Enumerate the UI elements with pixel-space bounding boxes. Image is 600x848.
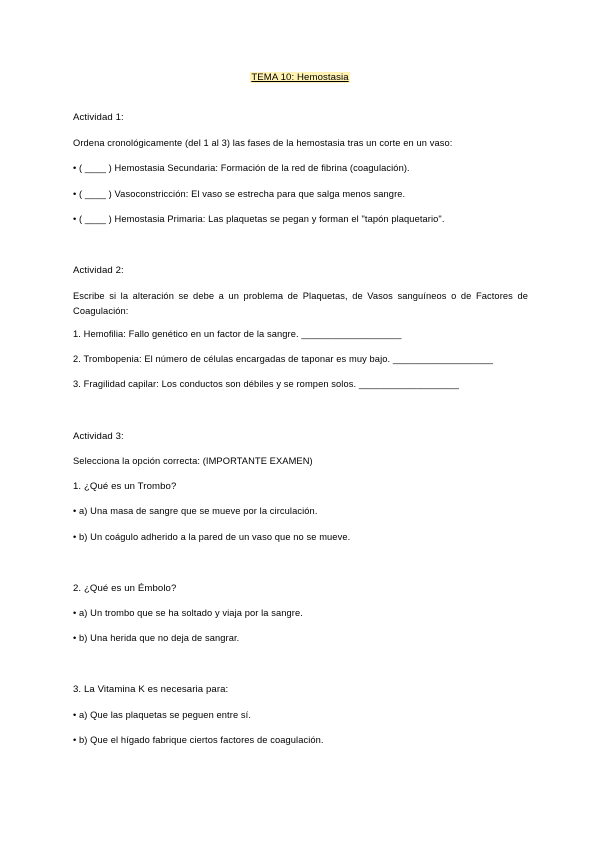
activity-2-item: 1. Hemofilia: Fallo genético en un factor de la sangre. ___________________ [73,329,402,339]
activity-1-item: • ( ____ ) Vasoconstricción: El vaso se estrecha para que salga menos sangre. [73,189,406,199]
activity-2-item: 2. Trombopenia: El número de células encargadas de taponar es muy bajo. ___________________ [73,354,494,364]
activity-2-instruction: Escribe si la alteración se debe a un problema de Plaquetas, de Vasos sanguíneos o de Factores de Coagulación: [73,291,528,316]
document-title [0,72,600,83]
question-3-option-a: • a) Que las plaquetas se peguen entre sí. [73,710,252,720]
question-3: 3. La Vitamina K es necesaria para: [73,684,229,695]
question-2: 2. ¿Qué es un Émbolo? [73,583,177,594]
question-1-option-b: • b) Un coágulo adherido a la pared de un vaso que no se mueve. [73,532,351,542]
activity-2-heading: Actividad 2: [73,265,124,276]
activity-1-item: • ( ____ ) Hemostasia Secundaria: Formación de la red de fibrina (coagulación). [73,163,410,173]
activity-3-instruction: Selecciona la opción correcta: (IMPORTANTE EXAMEN) [73,456,313,466]
question-1: 1. ¿Qué es un Trombo? [73,481,177,492]
activity-1-instruction: Ordena cronológicamente (del 1 al 3) las fases de la hemostasia tras un corte en un vaso: [73,138,453,148]
activity-1-item: • ( ____ ) Hemostasia Primaria: Las plaquetas se pegan y forman el "tapón plaquetario". [73,214,445,224]
question-2-option-b: • b) Una herida que no deja de sangrar. [73,633,240,643]
activity-3-heading: Actividad 3: [73,431,124,442]
activity-1-heading: Actividad 1: [73,112,124,123]
document-title-text: TEMA 10: Hemostasia [251,72,349,83]
question-1-option-a: • a) Una masa de sangre que se mueve por la circulación. [73,506,318,516]
activity-2-item: 3. Fragilidad capilar: Los conductos son débiles y se rompen solos. ___________________ [73,379,459,389]
question-3-option-b: • b) Que el hígado fabrique ciertos factores de coagulación. [73,735,324,745]
question-2-option-a: • a) Un trombo que se ha soltado y viaja por la sangre. [73,608,303,618]
